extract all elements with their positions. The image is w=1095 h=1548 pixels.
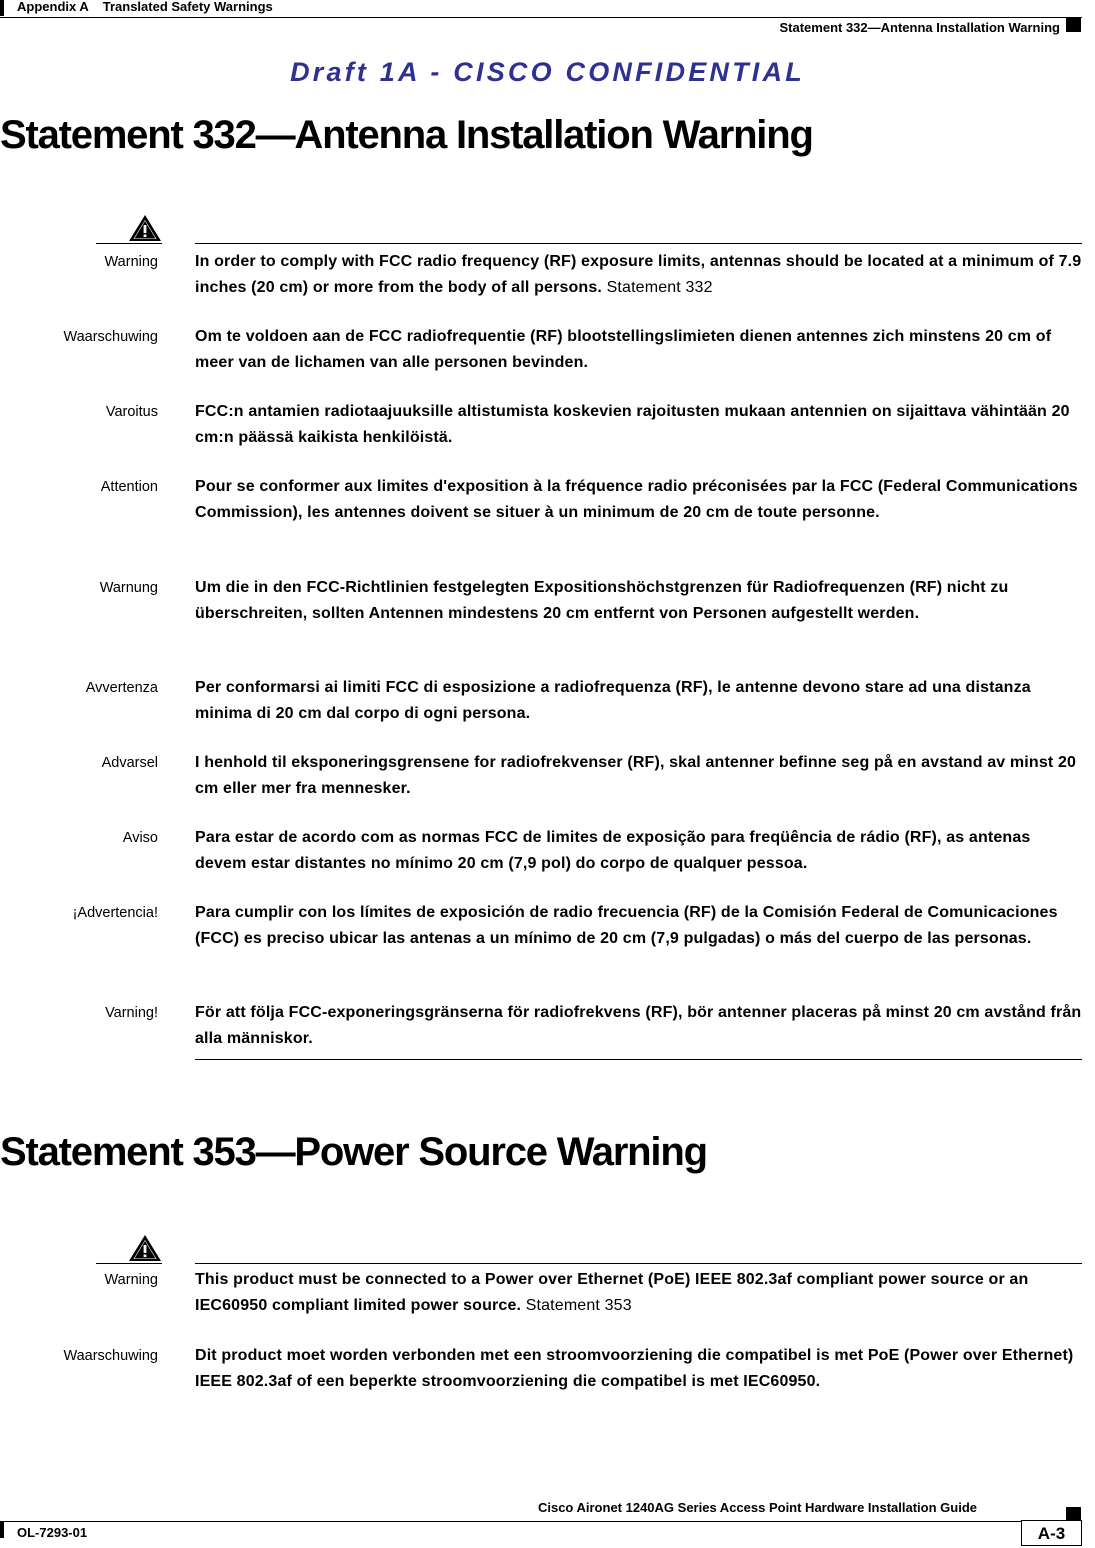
header-section: Statement 332—Antenna Installation Warning	[779, 20, 1060, 35]
statement-ref: Statement 332	[606, 279, 713, 296]
warning-label-rule	[96, 1263, 162, 1264]
translation-label: Varoitus	[105, 404, 158, 420]
footer-rule	[0, 1521, 1082, 1522]
warning-label-rule	[96, 243, 162, 244]
translation-label: Aviso	[122, 830, 158, 846]
header-rule	[0, 17, 1082, 18]
warning-text	[195, 249, 1085, 301]
translation-text: Per conformarsi ai limiti FCC di esposizione a radiofrequenza (RF), le antenne devono stare ad una distanza minima di 20 cm dal corpo di ogni persona.	[195, 679, 1031, 722]
translation-label: ¡Advertencia!	[72, 905, 158, 921]
translation-label: Advarsel	[101, 755, 158, 771]
translation-label: Avvertenza	[85, 680, 158, 696]
header-appendix: Appendix A	[17, 0, 89, 14]
footer-marker	[0, 1522, 4, 1538]
header-breadcrumb	[17, 0, 273, 14]
warning-triangle-icon	[128, 1234, 162, 1262]
footer-page-number: A-3	[1021, 1520, 1082, 1546]
footer-guide-title: Cisco Aironet 1240AG Series Access Point Hardware Installation Guide	[537, 1500, 977, 1515]
translation-text: Om te voldoen aan de FCC radiofrequentie (RF) blootstellingslimieten dienen antennes zich minstens 20 cm of meer van de lichamen van alle personen bevinden.	[195, 328, 1052, 371]
statement-ref: Statement 353	[525, 1297, 632, 1314]
warning-triangle-icon	[128, 214, 162, 242]
translation-text: Para cumplir con los límites de exposición de radio frecuencia (RF) de la Comisión Federal de Comunicaciones (FCC) es preciso ubicar las antenas a un mínimo de 20 cm (7,9 pulgadas) o más del cuerpo de las personas.	[195, 904, 1058, 947]
translation-label: Varning!	[105, 1005, 158, 1021]
header-square	[1066, 18, 1081, 32]
translation-text: Pour se conformer aux limites d'exposition à la fréquence radio préconisées par la FCC (Federal Communications Commission), les antennes doivent se situer à un minimum de 20 cm de toute personne.	[195, 478, 1078, 521]
header-chapter: Translated Safety Warnings	[102, 0, 273, 14]
warning-label: Warning	[104, 254, 158, 270]
translation-text: FCC:n antamien radiotaajuuksille altistumista koskevien rajoitusten mukaan antennien on sijaittava vähintään 20 cm:n päässä kaikista henkilöistä.	[195, 403, 1070, 446]
translation-label: Waarschuwing	[63, 329, 158, 345]
translation-label: Attention	[100, 479, 158, 495]
warning-body: In order to comply with FCC radio frequency (RF) exposure limits, antennas should be located at a minimum of 7.9 inches (20 cm) or more from the body of all persons.	[195, 253, 1082, 296]
translation-text: I henhold til eksponeringsgrensene for radiofrekvenser (RF), skal antenner befinne seg på en avstand av minst 20 cm eller mer fra mennesker.	[195, 754, 1077, 797]
warning-block-rule-top	[195, 243, 1082, 244]
translation-text: För att följa FCC-exponeringsgränserna för radiofrekvens (RF), bör antenner placeras på minst 20 cm avstånd från alla människor.	[195, 1004, 1082, 1047]
statement-332-title: Statement 332—Antenna Installation Warning	[0, 113, 813, 157]
translation-text: Para estar de acordo com as normas FCC de limites de exposição para freqüência de rádio (RF), as antenas devem estar distantes no mínimo 20 cm (7,9 pol) do corpo de qualquer pessoa.	[195, 829, 1031, 872]
translation-text: Um die in den FCC-Richtlinien festgelegten Expositionshöchstgrenzen für Radiofrequenzen (RF) nicht zu überschreiten, sollten Antennen mindestens 20 cm entfernt von Personen aufgestellt werden.	[195, 579, 1009, 622]
draft-banner: Draft 1A - CISCO CONFIDENTIAL	[290, 57, 805, 87]
translation-label: Warnung	[99, 580, 158, 596]
footer-doc-number: OL-7293-01	[17, 1525, 88, 1540]
translation-label: Waarschuwing	[63, 1348, 158, 1364]
warning-block-rule-top	[195, 1263, 1082, 1264]
translation-text: Dit product moet worden verbonden met een stroomvoorziening die compatibel is met PoE (Power over Ethernet) IEEE 802.3af of een beperkte stroomvoorziening die compatibel is met IEC60950.	[195, 1347, 1074, 1390]
footer-square	[1066, 1507, 1081, 1521]
warning-label: Warning	[104, 1272, 158, 1288]
warning-body: This product must be connected to a Power over Ethernet (PoE) IEEE 802.3af compliant power source or an IEC60950 compliant limited power source.	[195, 1271, 1029, 1314]
warning-text	[195, 1267, 1085, 1319]
statement-353-title: Statement 353—Power Source Warning	[0, 1130, 707, 1174]
header-marker	[0, 0, 4, 16]
warning-block-rule-bottom	[195, 1059, 1082, 1060]
